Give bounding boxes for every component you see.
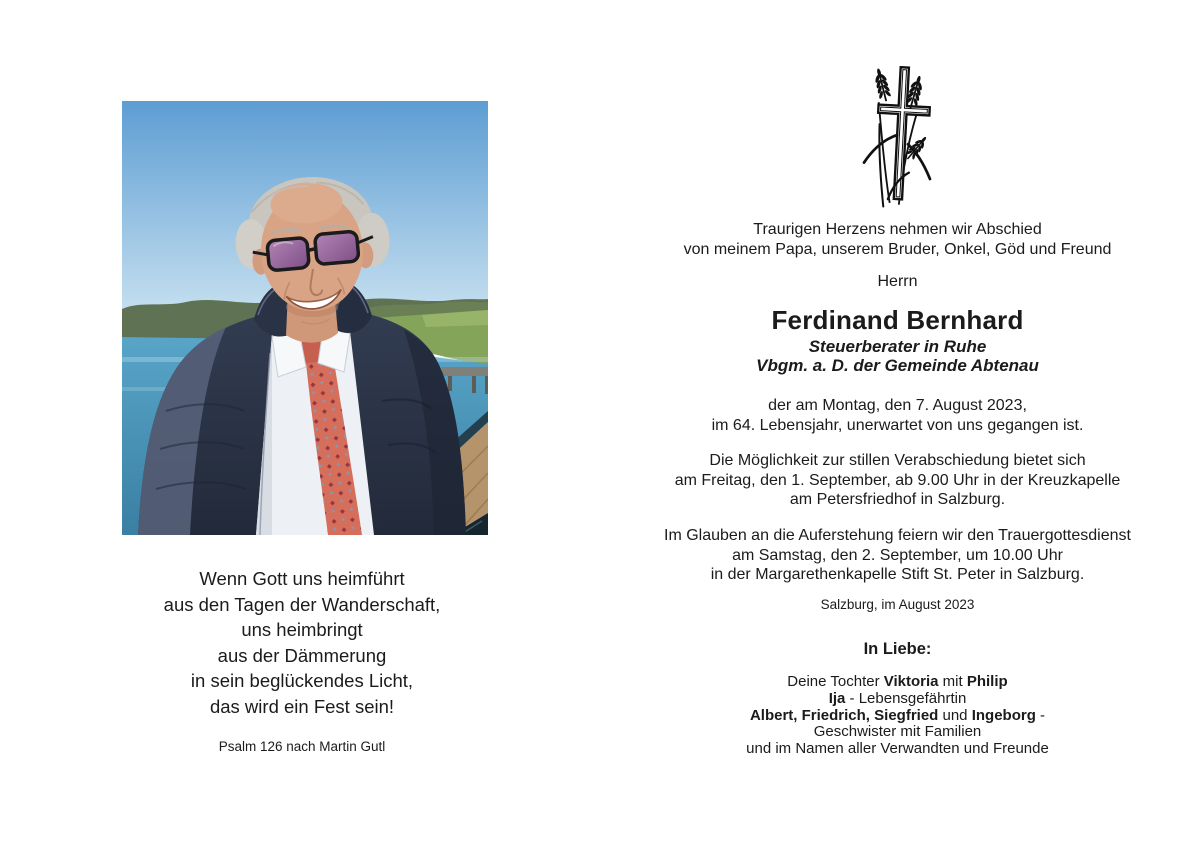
- mourner-line: und im Namen aller Verwandten und Freunde: [746, 740, 1049, 758]
- poem-line: das wird ein Fest sein!: [209, 695, 395, 717]
- deceased-name: Ferdinand Bernhard: [771, 305, 1024, 335]
- poem-line: aus der Dämmerung: [217, 644, 387, 666]
- service-line: am Samstag, den 2. September, um 10.00 Uhr: [732, 546, 1063, 564]
- passing-text: [610, 396, 1185, 435]
- poem-line: aus den Tagen der Wanderschaft,: [163, 593, 441, 615]
- farewell-line: am Petersfriedhof in Salzburg.: [789, 491, 1006, 508]
- farewell-line: am Freitag, den 1. September, ab 9.00 Uhr in der Kreuzkapelle: [674, 471, 1121, 489]
- passing-line: der am Montag, den 7. August 2023,: [768, 397, 1027, 414]
- poem-attribution: Psalm 126 nach Martin Gutl: [218, 739, 386, 754]
- deceased-titles: [610, 338, 1185, 375]
- service-text: [610, 526, 1185, 585]
- place-date: Salzburg, im August 2023: [820, 597, 975, 612]
- mourners-list: [610, 674, 1185, 758]
- poem-line: uns heimbringt: [241, 619, 363, 640]
- service-line: in der Margarethenkapelle Stift St. Peter in Salzburg.: [710, 566, 1085, 583]
- passing-line: im 64. Lebensjahr, unerwartet von uns gegangen ist.: [711, 416, 1084, 434]
- cross-wheat-icon: [851, 60, 943, 212]
- intro-text: [610, 220, 1185, 259]
- poem-line: Wenn Gott uns heimführt: [199, 568, 405, 589]
- farewell-line: Die Möglichkeit zur stillen Verabschiedung bietet sich: [709, 452, 1086, 469]
- farewell-text: [610, 451, 1185, 510]
- portrait-photo-illustration: [122, 101, 488, 535]
- portrait-photo: [122, 101, 488, 535]
- mourner-line: Geschwister mit Familien: [813, 723, 982, 741]
- deceased-title-line: Vbgm. a. D. der Gemeinde Abtenau: [756, 355, 1039, 375]
- intro-line: Traurigen Herzens nehmen wir Abschied: [753, 221, 1042, 238]
- poem-text: [60, 566, 544, 719]
- poem-line: in sein beglückendes Licht,: [190, 670, 414, 691]
- mourner-line: Deine Tochter Viktoria mit Philip: [787, 673, 1008, 690]
- mourner-line: Albert, Friedrich, Siegfried und Ingeborg -: [749, 706, 1046, 724]
- intro-line: von meinem Papa, unserem Bruder, Onkel, Göd und Freund: [683, 240, 1112, 258]
- cross-wheat-icon-drawing: [851, 60, 943, 212]
- service-line: Im Glauben an die Auferstehung feiern wir den Trauergottesdienst: [664, 527, 1131, 544]
- closing-label: In Liebe:: [863, 640, 932, 658]
- salutation: Herrn: [877, 273, 918, 290]
- mourner-line: Ija - Lebensgefährtin: [828, 689, 967, 707]
- deceased-title-line: Steuerberater in Ruhe: [808, 337, 987, 356]
